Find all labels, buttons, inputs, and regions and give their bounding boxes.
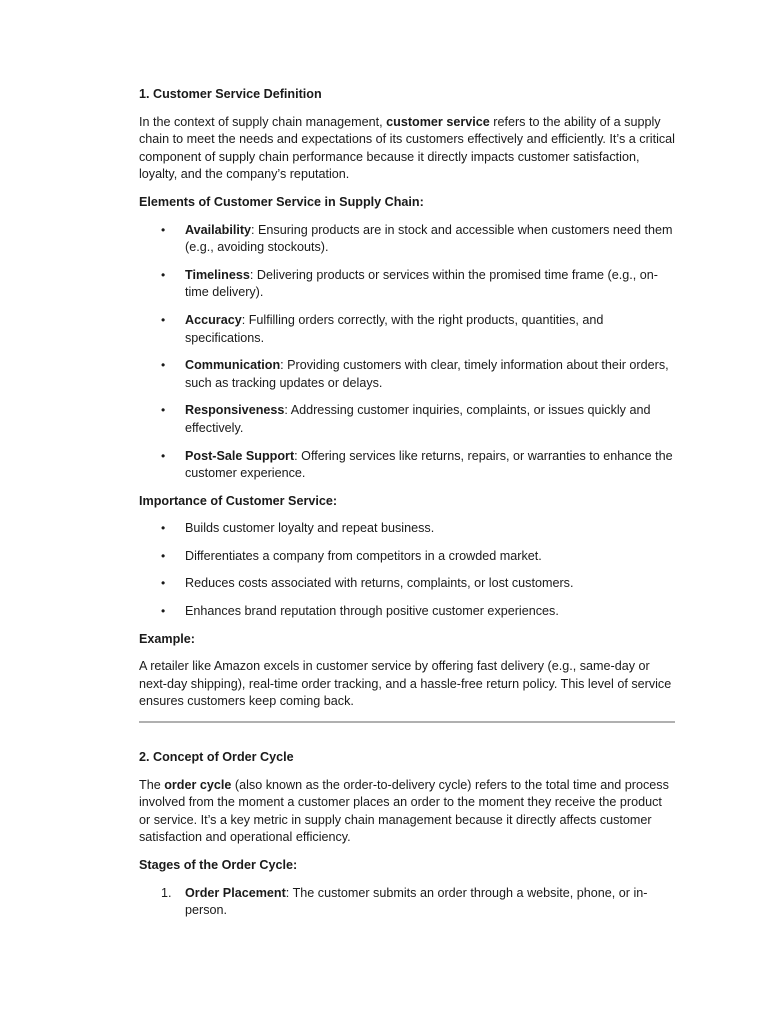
bullet-icon: • bbox=[161, 448, 166, 463]
element-term: Timeliness bbox=[185, 267, 250, 282]
element-term: Post-Sale Support bbox=[185, 448, 295, 463]
list-item bbox=[139, 520, 675, 538]
importance-text: Differentiates a company from competitors in a crowded market. bbox=[185, 548, 542, 563]
section2-intro-bold: order cycle bbox=[164, 777, 232, 792]
bullet-icon: • bbox=[161, 358, 166, 373]
bullet-icon: • bbox=[161, 267, 166, 282]
element-desc: : Providing customers with clear, timely information about their orders, such as tracking updates or delays. bbox=[185, 358, 669, 390]
bullet-icon: • bbox=[161, 548, 166, 563]
element-desc: : Offering services like returns, repairs, or warranties to enhance the customer experience. bbox=[185, 448, 673, 481]
list-number: 1. bbox=[161, 885, 172, 900]
stages-heading: Stages of the Order Cycle: bbox=[139, 858, 298, 872]
section2-heading: 2. Concept of Order Cycle bbox=[139, 750, 294, 765]
element-desc: : Addressing customer inquiries, complaints, or issues quickly and effectively. bbox=[185, 403, 651, 435]
importance-text: Enhances brand reputation through positive customer experiences. bbox=[185, 604, 559, 619]
stages-list bbox=[139, 885, 675, 920]
bullet-icon: • bbox=[161, 403, 166, 418]
element-term: Availability bbox=[185, 222, 252, 237]
element-desc: : Fulfilling orders correctly, with the right products, quantities, and specifications. bbox=[185, 312, 604, 345]
section1-heading: 1. Customer Service Definition bbox=[139, 87, 322, 101]
example-heading: Example: bbox=[139, 631, 195, 646]
bullet-icon: • bbox=[161, 576, 166, 591]
section1-intro bbox=[139, 114, 675, 184]
list-item bbox=[139, 312, 675, 347]
stage-desc: : The customer submits an order through a website, phone, or in-person. bbox=[185, 885, 648, 918]
element-desc: : Delivering products or services within the promised time frame (e.g., on-time delivery). bbox=[185, 267, 658, 300]
bullet-icon: • bbox=[161, 222, 166, 237]
importance-heading: Importance of Customer Service: bbox=[139, 493, 338, 508]
section1-intro-text-b: refers to the ability of a supply chain to meet the needs and expectations of its customers effectively and efficiently. It’s a critical component of supply chain performance because it directly impacts customer satisfaction, loyalty, and the company’s reputation. bbox=[139, 114, 675, 182]
importance-text: Reduces costs associated with returns, complaints, or lost customers. bbox=[185, 576, 574, 591]
list-item bbox=[139, 267, 675, 302]
list-item bbox=[139, 575, 675, 593]
section2-intro bbox=[139, 777, 675, 847]
stage-term: Order Placement bbox=[185, 885, 286, 900]
document-page bbox=[139, 86, 675, 930]
list-item bbox=[139, 603, 675, 621]
list-item bbox=[139, 548, 675, 566]
list-item bbox=[139, 448, 675, 483]
importance-text: Builds customer loyalty and repeat business. bbox=[185, 521, 435, 536]
element-desc: : Ensuring products are in stock and accessible when customers need them (e.g., avoiding stockouts). bbox=[185, 222, 673, 255]
element-term: Communication bbox=[185, 358, 281, 373]
bullet-icon: • bbox=[161, 521, 166, 536]
section2-intro-text-a: The bbox=[139, 777, 165, 792]
horizontal-divider bbox=[139, 721, 675, 723]
elements-list bbox=[139, 222, 675, 483]
section1-intro-text-a: In the context of supply chain management, bbox=[139, 114, 387, 129]
list-item bbox=[139, 357, 675, 392]
list-item bbox=[139, 402, 675, 437]
element-term: Responsiveness bbox=[185, 403, 285, 418]
list-item bbox=[139, 222, 675, 257]
section1-intro-bold: customer service bbox=[386, 114, 490, 129]
list-item bbox=[139, 885, 675, 920]
example-text: A retailer like Amazon excels in customer service by offering fast delivery (e.g., same-day or next-day shipping), real-time order tracking, and a hassle-free return policy. This level of service ensures customers keep coming back. bbox=[139, 659, 672, 709]
elements-heading: Elements of Customer Service in Supply Chain: bbox=[139, 194, 424, 209]
section2-intro-text-b: (also known as the order-to-delivery cycle) refers to the total time and process involved from the moment a customer places an order to the moment they receive the product or service. It’s a key metric in supply chain management because it directly affects customer satisfaction and operational efficiency. bbox=[139, 777, 669, 845]
bullet-icon: • bbox=[161, 312, 166, 327]
importance-list bbox=[139, 520, 675, 620]
bullet-icon: • bbox=[161, 604, 166, 619]
element-term: Accuracy bbox=[185, 312, 242, 327]
